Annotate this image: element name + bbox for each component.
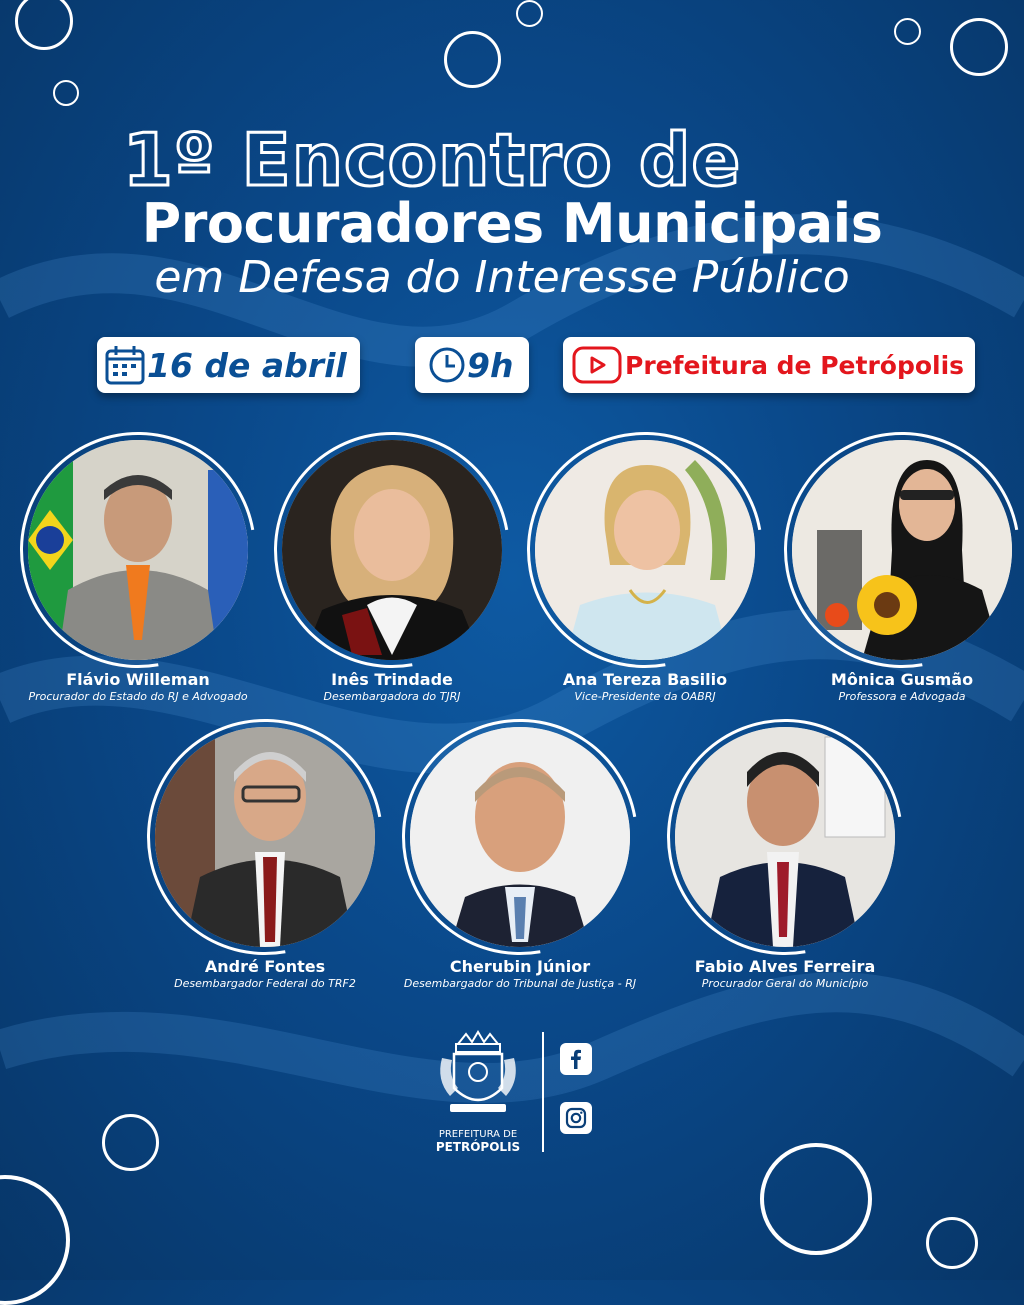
youtube-icon (571, 343, 623, 387)
decor-ring (53, 80, 79, 106)
speaker-name: Ana Tereza Basilio (562, 670, 728, 689)
speaker-photo (410, 727, 630, 947)
title-line-2: Procuradores Municipais (141, 192, 883, 255)
speaker-card (272, 440, 512, 703)
facebook-link[interactable] (560, 1043, 592, 1075)
speaker-role: Procurador do Estado do RJ e Advogado (28, 690, 248, 703)
logo-line-2: PETRÓPOLIS (435, 1140, 521, 1154)
event-time: 9h (467, 345, 514, 385)
clock-icon (427, 345, 467, 385)
speaker-photo (155, 727, 375, 947)
speaker-card (665, 727, 905, 990)
speaker-role: Procurador Geral do Município (701, 977, 869, 990)
speaker-name: André Fontes (204, 957, 326, 976)
decor-ring (760, 1143, 872, 1255)
decor-ring (950, 18, 1008, 76)
speaker-card (782, 440, 1022, 703)
speaker-photo (535, 440, 755, 660)
title-line-3: em Defesa do Interesse Público (154, 252, 850, 303)
decor-ring (15, 0, 73, 50)
calendar-icon (103, 343, 147, 387)
speaker-role: Vice-Presidente da OABRJ (574, 690, 716, 703)
decor-ring (0, 1175, 70, 1305)
speaker-name: Fabio Alves Ferreira (694, 957, 876, 976)
date-pill (97, 337, 360, 393)
time-pill (415, 337, 529, 393)
decor-ring (894, 18, 921, 45)
speaker-name: Flávio Willeman (66, 670, 210, 689)
instagram-link[interactable] (560, 1102, 592, 1134)
title-line-1: 1º Encontro de (122, 118, 742, 202)
channel-pill[interactable] (563, 337, 975, 393)
logo-line-1: PREFEITURA DE (438, 1129, 518, 1140)
speaker-card (525, 440, 765, 703)
event-date: 16 de abril (147, 345, 347, 385)
speaker-role: Desembargadora do TJRJ (323, 690, 461, 703)
logo-caption (428, 1129, 528, 1155)
decor-ring (516, 0, 543, 27)
speaker-name: Mônica Gusmão (830, 670, 974, 689)
speaker-name: Cherubin Júnior (449, 957, 591, 976)
speaker-photo (282, 440, 502, 660)
speaker-photo (675, 727, 895, 947)
city-logo (428, 1030, 528, 1155)
speaker-card (145, 727, 385, 990)
speaker-role: Desembargador Federal do TRF2 (174, 977, 356, 990)
instagram-icon (565, 1107, 587, 1129)
speaker-name: Inês Trindade (331, 670, 453, 689)
speaker-card (18, 440, 258, 703)
facebook-icon (566, 1049, 586, 1069)
decor-ring (102, 1114, 159, 1171)
decor-ring (444, 31, 501, 88)
speaker-photo (28, 440, 248, 660)
speaker-card (400, 727, 640, 990)
decor-ring (926, 1217, 978, 1269)
speaker-role: Professora e Advogada (838, 690, 966, 703)
speaker-photo (792, 440, 1012, 660)
footer-divider (542, 1032, 544, 1152)
coat-of-arms-icon (436, 1030, 520, 1120)
youtube-channel: Prefeitura de Petrópolis (625, 350, 965, 380)
speaker-role: Desembargador do Tribunal de Justiça - RJ (403, 977, 637, 990)
